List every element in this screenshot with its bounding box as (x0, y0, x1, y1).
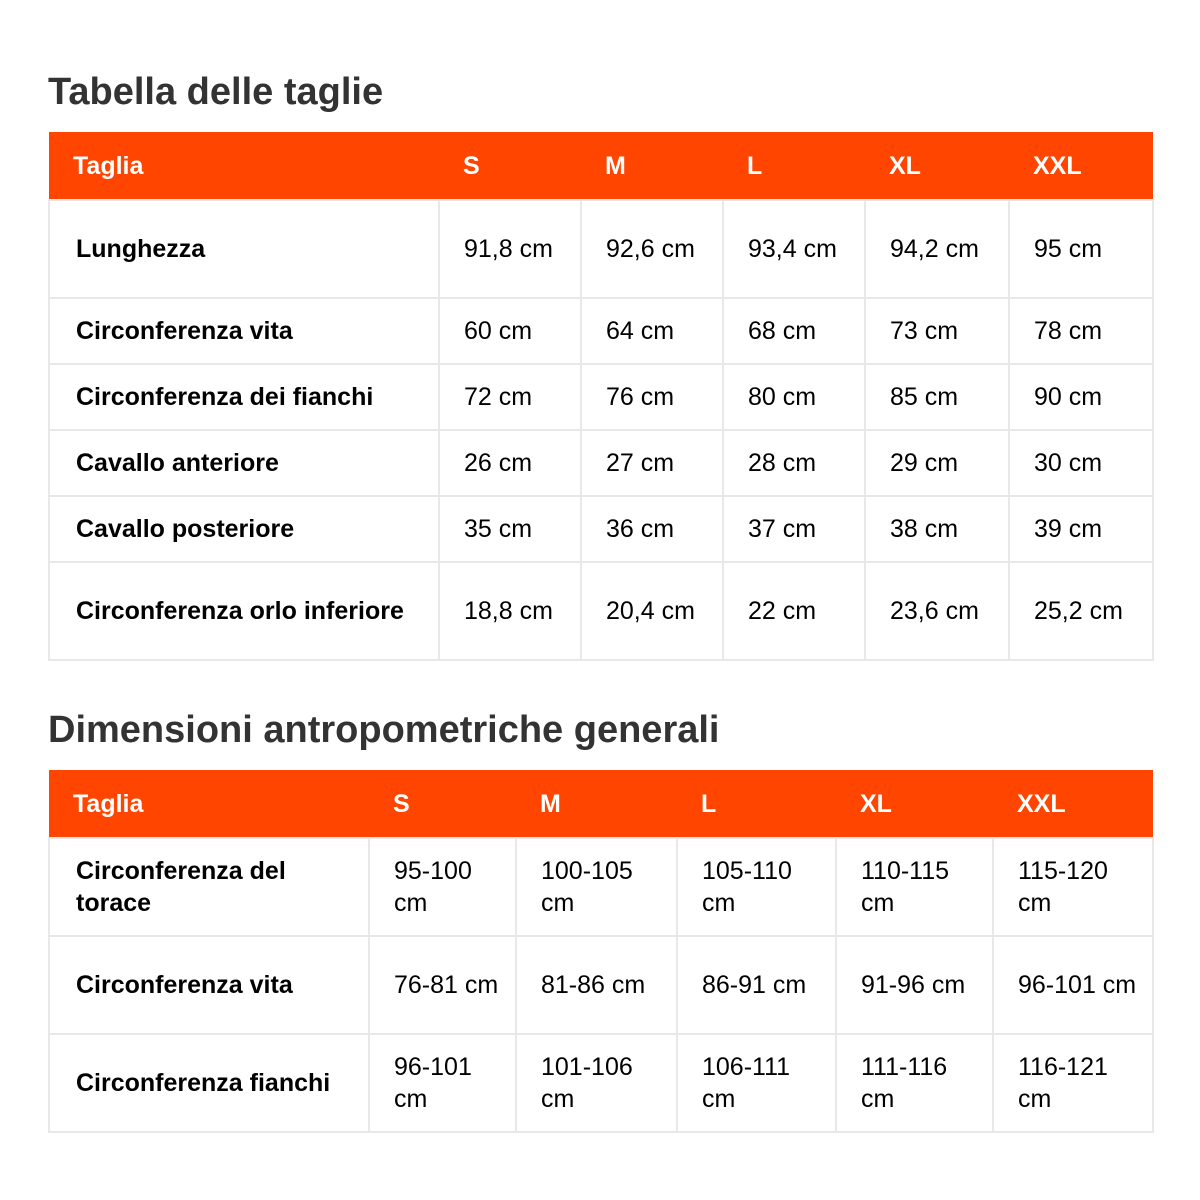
header-cell-l: L (723, 132, 865, 200)
table-cell: 37 cm (723, 496, 865, 562)
table-cell: 80 cm (723, 364, 865, 430)
table-cell: 64 cm (581, 298, 723, 364)
row-label: Circonferenza orlo inferiore (49, 562, 439, 660)
table-row (49, 562, 1153, 660)
table-cell: 29 cm (865, 430, 1009, 496)
table-cell: 95 cm (1009, 200, 1153, 298)
table-row (49, 1034, 1153, 1132)
table-cell: 96-101 cm (993, 936, 1153, 1034)
body-measurements-title: Dimensioni antropometriche generali (48, 709, 720, 751)
table-row (49, 298, 1153, 364)
header-cell-m: M (581, 132, 723, 200)
table-cell: 94,2 cm (865, 200, 1009, 298)
size-chart-title: Tabella delle taglie (48, 71, 384, 113)
table-cell: 22 cm (723, 562, 865, 660)
table-cell: 39 cm (1009, 496, 1153, 562)
table-cell: 100-105 cm (516, 838, 677, 936)
table-cell: 20,4 cm (581, 562, 723, 660)
table-cell: 106-111 cm (677, 1034, 836, 1132)
table-cell: 95-100 cm (369, 838, 516, 936)
table-row (49, 364, 1153, 430)
table-cell: 27 cm (581, 430, 723, 496)
table-cell: 105-110 cm (677, 838, 836, 936)
table-cell: 72 cm (439, 364, 581, 430)
table-cell: 18,8 cm (439, 562, 581, 660)
row-label: Cavallo posteriore (49, 496, 439, 562)
table-cell: 68 cm (723, 298, 865, 364)
body-measurements-table (48, 770, 1154, 1133)
header-cell-s: S (369, 770, 516, 838)
table-cell: 25,2 cm (1009, 562, 1153, 660)
table-cell: 91-96 cm (836, 936, 993, 1034)
table-row (49, 430, 1153, 496)
table-cell: 76-81 cm (369, 936, 516, 1034)
header-cell-size-label: Taglia (49, 132, 439, 200)
table-cell: 35 cm (439, 496, 581, 562)
row-label: Circonferenza vita (49, 298, 439, 364)
header-cell-xxl: XXL (1009, 132, 1153, 200)
table-cell: 111-116 cm (836, 1034, 993, 1132)
table-cell: 26 cm (439, 430, 581, 496)
row-label: Circonferenza del torace (49, 838, 369, 936)
size-chart-table (48, 132, 1154, 661)
table-cell: 36 cm (581, 496, 723, 562)
table-row (49, 200, 1153, 298)
header-cell-size-label: Taglia (49, 770, 369, 838)
table-cell: 28 cm (723, 430, 865, 496)
table-cell: 78 cm (1009, 298, 1153, 364)
table-cell: 86-91 cm (677, 936, 836, 1034)
table-cell: 115-120 cm (993, 838, 1153, 936)
table-cell: 23,6 cm (865, 562, 1009, 660)
table-cell: 110-115 cm (836, 838, 993, 936)
table-cell: 96-101 cm (369, 1034, 516, 1132)
table-cell: 90 cm (1009, 364, 1153, 430)
table-cell: 92,6 cm (581, 200, 723, 298)
table-cell: 73 cm (865, 298, 1009, 364)
table-cell: 91,8 cm (439, 200, 581, 298)
table-row (49, 496, 1153, 562)
row-label: Circonferenza fianchi (49, 1034, 369, 1132)
row-label: Cavallo anteriore (49, 430, 439, 496)
table-header-row (49, 770, 1153, 838)
table-cell: 60 cm (439, 298, 581, 364)
row-label: Circonferenza vita (49, 936, 369, 1034)
row-label: Circonferenza dei fianchi (49, 364, 439, 430)
table-cell: 85 cm (865, 364, 1009, 430)
table-cell: 101-106 cm (516, 1034, 677, 1132)
table-row (49, 936, 1153, 1034)
table-cell: 76 cm (581, 364, 723, 430)
header-cell-l: L (677, 770, 836, 838)
header-cell-xl: XL (836, 770, 993, 838)
table-cell: 30 cm (1009, 430, 1153, 496)
table-cell: 38 cm (865, 496, 1009, 562)
table-cell: 81-86 cm (516, 936, 677, 1034)
header-cell-xl: XL (865, 132, 1009, 200)
table-cell: 116-121 cm (993, 1034, 1153, 1132)
row-label: Lunghezza (49, 200, 439, 298)
header-cell-xxl: XXL (993, 770, 1153, 838)
header-cell-m: M (516, 770, 677, 838)
table-cell: 93,4 cm (723, 200, 865, 298)
header-cell-s: S (439, 132, 581, 200)
table-header-row (49, 132, 1153, 200)
table-row (49, 838, 1153, 936)
